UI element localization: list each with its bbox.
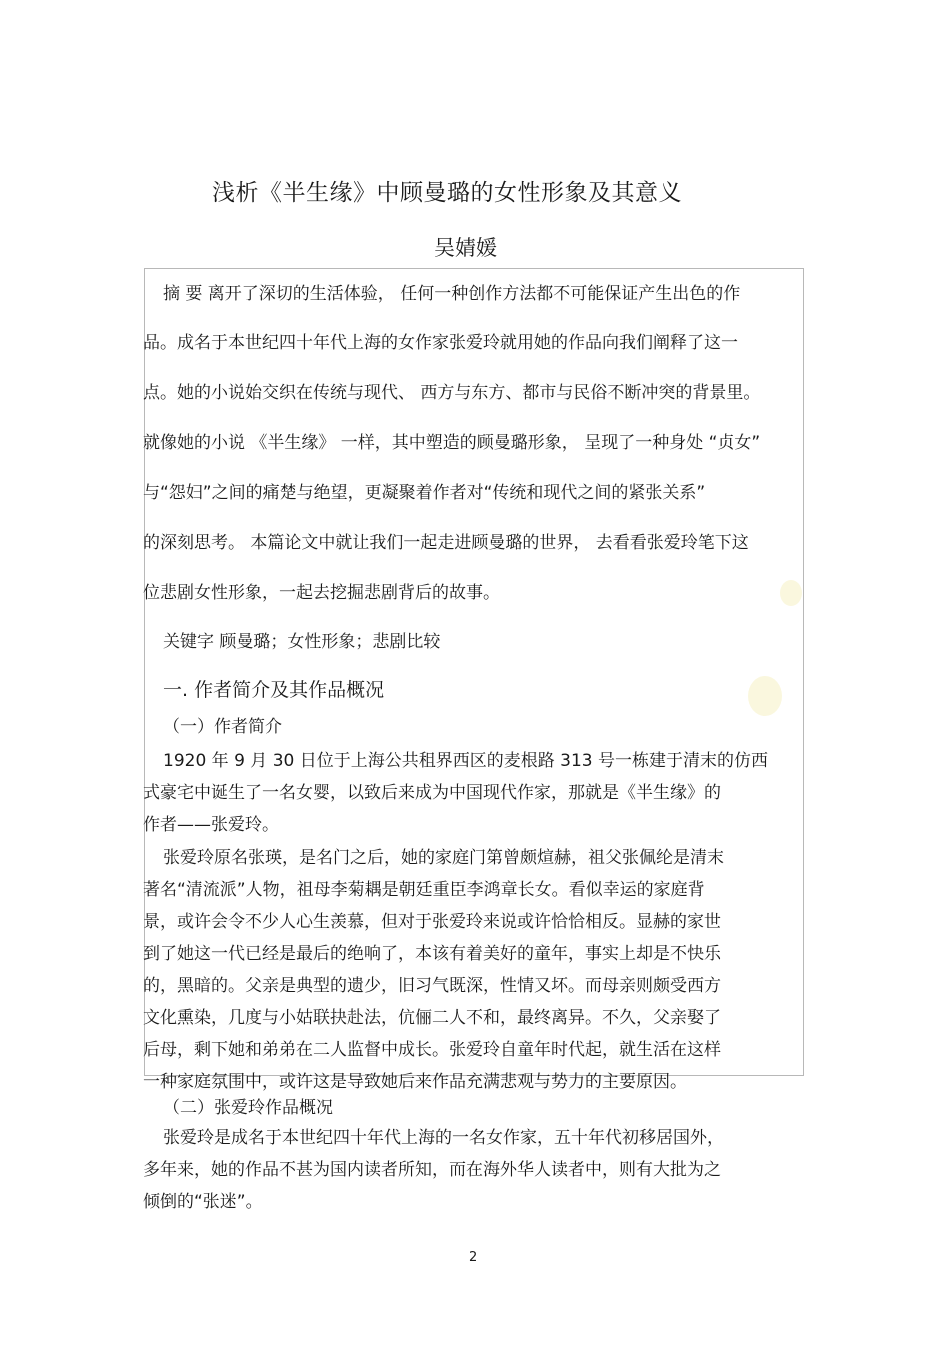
- keywords: 关键字 顾曼璐；女性形象；悲剧比较: [163, 632, 441, 652]
- subsection-heading: （二）张爱玲作品概况: [163, 1098, 333, 1118]
- paragraph-line: 的，黑暗的。父亲是典型的遗少，旧习气既深，性情又坏。而母亲则颇受西方: [143, 976, 721, 996]
- abstract-line: 点。她的小说始交织在传统与现代、 西方与东方、都市与民俗不断冲突的背景里。: [143, 383, 761, 403]
- paragraph-line: 张爱玲原名张瑛，是名门之后，她的家庭门第曾颇煊赫，祖父张佩纶是清末: [163, 848, 724, 868]
- abstract-line: 与“怨妇”之间的痛楚与绝望，更凝聚着作者对“传统和现代之间的紧张关系”: [143, 483, 706, 503]
- paragraph-line: 多年来，她的作品不甚为国内读者所知，而在海外华人读者中，则有大批为之: [143, 1160, 721, 1180]
- author-name: 吴婧媛: [434, 236, 497, 260]
- scan-smudge: [780, 580, 802, 606]
- page-number: 2: [469, 1250, 478, 1265]
- page-title: 浅析《半生缘》中顾曼璐的女性形象及其意义: [212, 180, 682, 206]
- paragraph-line: 著名“清流派”人物，祖母李菊耦是朝廷重臣李鸿章长女。看似幸运的家庭背: [143, 880, 705, 900]
- paragraph-line: 1920 年 9 月 30 日位于上海公共租界西区的麦根路 313 号一栋建于清末的仿西: [163, 751, 768, 771]
- paragraph-line: 式豪宅中诞生了一名女婴，以致后来成为中国现代作家，那就是《半生缘》的: [143, 783, 721, 803]
- paragraph-line: 文化熏染，几度与小姑联抉赴法，伉俪二人不和，最终离异。不久，父亲娶了: [143, 1008, 721, 1028]
- paragraph-line: 到了她这一代已经是最后的绝响了，本该有着美好的童年，事实上却是不快乐: [143, 944, 721, 964]
- paragraph-line: 一种家庭氛围中，或许这是导致她后来作品充满悲观与势力的主要原因。: [143, 1072, 687, 1092]
- paragraph-line: 景，或许会令不少人心生羡慕，但对于张爱玲来说或许恰恰相反。显赫的家世: [143, 912, 721, 932]
- subsection-heading: （一）作者简介: [163, 717, 282, 737]
- paragraph-line: 后母，剩下她和弟弟在二人监督中成长。张爱玲自童年时代起，就生活在这样: [143, 1040, 721, 1060]
- abstract-line: 就像她的小说 《半生缘》 一样，其中塑造的顾曼璐形象， 呈现了一种身处 “贞女”: [143, 433, 761, 453]
- section-heading: 一. 作者简介及其作品概况: [163, 679, 385, 701]
- abstract-line: 摘 要 离开了深切的生活体验， 任何一种创作方法都不可能保证产生出色的作: [163, 284, 741, 304]
- abstract-line: 的深刻思考。 本篇论文中就让我们一起走进顾曼璐的世界， 去看看张爱玲笔下这: [143, 533, 749, 553]
- scan-smudge: [748, 676, 782, 716]
- abstract-line: 品。成名于本世纪四十年代上海的女作家张爱玲就用她的作品向我们阐释了这一: [143, 333, 738, 353]
- paragraph-line: 张爱玲是成名于本世纪四十年代上海的一名女作家，五十年代初移居国外，: [163, 1128, 724, 1148]
- abstract-line: 位悲剧女性形象，一起去挖掘悲剧背后的故事。: [143, 583, 500, 603]
- paragraph-line: 倾倒的“张迷”。: [143, 1192, 263, 1212]
- paragraph-line: 作者——张爱玲。: [143, 815, 279, 835]
